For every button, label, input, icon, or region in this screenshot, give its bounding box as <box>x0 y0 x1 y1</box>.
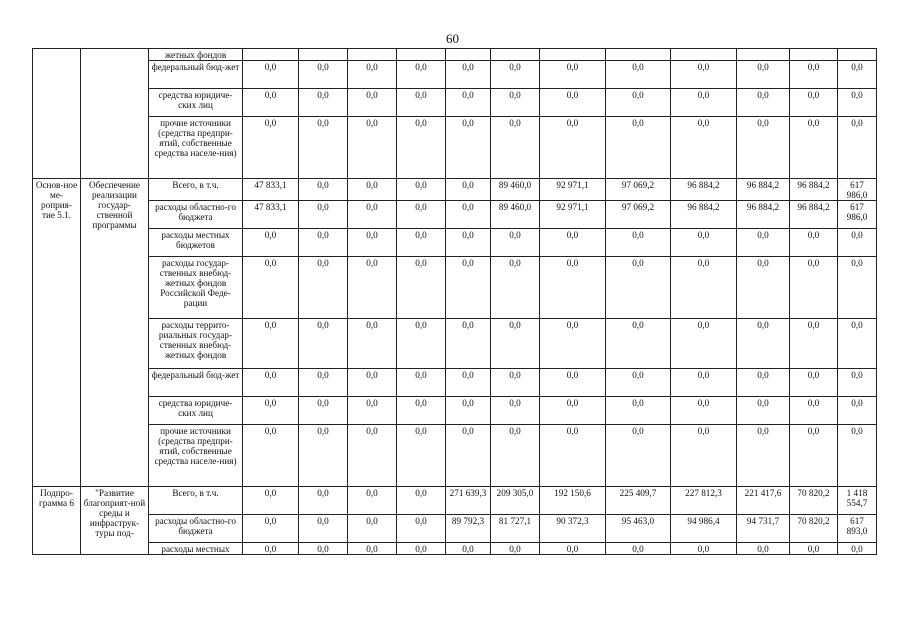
program-name-cell: Основ-ное ме-роприя-тие 5.1. <box>33 179 81 487</box>
value-cell: 0,0 <box>790 397 838 425</box>
value-cell: 0,0 <box>606 425 671 487</box>
value-cell: 0,0 <box>790 257 838 319</box>
value-cell: 0,0 <box>838 319 877 369</box>
value-cell: 0,0 <box>790 117 838 179</box>
value-cell: 0,0 <box>540 369 606 397</box>
value-cell: 221 417,6 <box>737 487 790 515</box>
value-cell: 0,0 <box>299 487 348 515</box>
value-cell: 0,0 <box>397 117 446 179</box>
value-cell: 0,0 <box>446 201 491 229</box>
table-row <box>33 201 877 229</box>
value-cell: 0,0 <box>397 425 446 487</box>
funding-source-cell: Всего, в т.ч. <box>149 179 243 201</box>
value-cell <box>790 49 838 61</box>
funding-source-cell: прочие источники (средства предпри-ятий, собственные средства населе-ния) <box>149 425 243 487</box>
value-cell <box>737 49 790 61</box>
value-cell: 0,0 <box>446 229 491 257</box>
funding-source-cell: расходы областно-го бюджета <box>149 515 243 543</box>
value-cell: 95 463,0 <box>606 515 671 543</box>
value-cell: 0,0 <box>397 229 446 257</box>
value-cell: 0,0 <box>540 61 606 89</box>
funding-source-cell: расходы террито-риальных государ-ственных внебюд-жетных фондов <box>149 319 243 369</box>
value-cell: 97 069,2 <box>606 179 671 201</box>
table-row <box>33 515 877 543</box>
value-cell: 0,0 <box>348 543 397 555</box>
funding-source-cell: расходы местных <box>149 543 243 555</box>
value-cell: 0,0 <box>299 397 348 425</box>
value-cell: 0,0 <box>446 369 491 397</box>
table-row <box>33 425 877 487</box>
value-cell: 0,0 <box>348 397 397 425</box>
value-cell: 617 986,0 <box>838 201 877 229</box>
value-cell: 0,0 <box>671 319 737 369</box>
value-cell: 0,0 <box>737 61 790 89</box>
table-row <box>33 257 877 319</box>
value-cell: 0,0 <box>243 229 299 257</box>
value-cell: 0,0 <box>671 229 737 257</box>
value-cell: 0,0 <box>540 89 606 117</box>
value-cell: 0,0 <box>671 89 737 117</box>
value-cell: 0,0 <box>348 89 397 117</box>
value-cell: 0,0 <box>737 117 790 179</box>
value-cell: 0,0 <box>838 89 877 117</box>
value-cell: 81 727,1 <box>491 515 540 543</box>
value-cell: 0,0 <box>243 397 299 425</box>
value-cell: 0,0 <box>243 319 299 369</box>
value-cell: 0,0 <box>790 61 838 89</box>
table-row <box>33 117 877 179</box>
value-cell: 0,0 <box>737 229 790 257</box>
value-cell <box>243 49 299 61</box>
value-cell: 0,0 <box>348 201 397 229</box>
value-cell: 0,0 <box>737 425 790 487</box>
value-cell: 0,0 <box>243 515 299 543</box>
value-cell: 0,0 <box>446 61 491 89</box>
value-cell: 0,0 <box>397 487 446 515</box>
value-cell: 0,0 <box>446 319 491 369</box>
value-cell: 0,0 <box>348 515 397 543</box>
budget-table <box>32 48 877 555</box>
value-cell: 225 409,7 <box>606 487 671 515</box>
value-cell: 0,0 <box>299 543 348 555</box>
value-cell <box>446 49 491 61</box>
value-cell: 0,0 <box>671 369 737 397</box>
value-cell: 92 971,1 <box>540 179 606 201</box>
funding-source-cell: федеральный бюд-жет <box>149 369 243 397</box>
table-row <box>33 179 877 201</box>
program-name-cell: Подпро-грамма 6 <box>33 487 81 555</box>
value-cell: 0,0 <box>446 397 491 425</box>
value-cell: 617 893,0 <box>838 515 877 543</box>
value-cell: 0,0 <box>243 543 299 555</box>
value-cell: 0,0 <box>540 257 606 319</box>
value-cell: 617 986,0 <box>838 179 877 201</box>
value-cell: 96 884,2 <box>790 201 838 229</box>
value-cell: 0,0 <box>606 319 671 369</box>
value-cell: 0,0 <box>790 229 838 257</box>
value-cell: 192 150,6 <box>540 487 606 515</box>
value-cell: 0,0 <box>348 229 397 257</box>
value-cell: 0,0 <box>671 61 737 89</box>
value-cell: 0,0 <box>243 117 299 179</box>
value-cell: 92 971,1 <box>540 201 606 229</box>
value-cell: 0,0 <box>540 117 606 179</box>
table-row <box>33 369 877 397</box>
value-cell: 1 418 554,7 <box>838 487 877 515</box>
value-cell: 0,0 <box>606 229 671 257</box>
value-cell: 0,0 <box>348 179 397 201</box>
value-cell: 97 069,2 <box>606 201 671 229</box>
value-cell: 0,0 <box>737 319 790 369</box>
value-cell: 0,0 <box>397 319 446 369</box>
value-cell: 0,0 <box>348 117 397 179</box>
value-cell: 0,0 <box>540 397 606 425</box>
value-cell: 0,0 <box>348 61 397 89</box>
value-cell: 0,0 <box>397 179 446 201</box>
table-row <box>33 319 877 369</box>
value-cell: 209 305,0 <box>491 487 540 515</box>
funding-source-cell: средства юридиче-ских лиц <box>149 397 243 425</box>
value-cell: 0,0 <box>790 89 838 117</box>
value-cell: 0,0 <box>606 61 671 89</box>
value-cell: 89 792,3 <box>446 515 491 543</box>
value-cell: 0,0 <box>737 89 790 117</box>
value-cell <box>606 49 671 61</box>
value-cell: 0,0 <box>348 425 397 487</box>
value-cell <box>671 49 737 61</box>
value-cell: 0,0 <box>790 543 838 555</box>
value-cell <box>299 49 348 61</box>
value-cell: 0,0 <box>491 425 540 487</box>
value-cell: 0,0 <box>397 543 446 555</box>
value-cell: 0,0 <box>606 397 671 425</box>
value-cell: 0,0 <box>348 487 397 515</box>
value-cell: 0,0 <box>446 543 491 555</box>
value-cell: 0,0 <box>671 543 737 555</box>
value-cell: 0,0 <box>491 61 540 89</box>
funding-source-cell: прочие источники (средства предпри-ятий, собственные средства населе-ния) <box>149 117 243 179</box>
value-cell: 0,0 <box>838 117 877 179</box>
value-cell: 96 884,2 <box>671 179 737 201</box>
value-cell: 0,0 <box>838 397 877 425</box>
value-cell: 0,0 <box>790 319 838 369</box>
value-cell: 0,0 <box>838 369 877 397</box>
value-cell: 0,0 <box>299 515 348 543</box>
funding-source-cell: Всего, в т.ч. <box>149 487 243 515</box>
value-cell: 0,0 <box>299 425 348 487</box>
value-cell: 0,0 <box>243 425 299 487</box>
table-row <box>33 543 877 555</box>
value-cell: 0,0 <box>838 425 877 487</box>
value-cell: 96 884,2 <box>737 179 790 201</box>
funding-source-cell: расходы местных бюджетов <box>149 229 243 257</box>
value-cell: 0,0 <box>299 319 348 369</box>
value-cell: 0,0 <box>491 543 540 555</box>
value-cell: 0,0 <box>790 425 838 487</box>
value-cell <box>838 49 877 61</box>
value-cell: 0,0 <box>397 397 446 425</box>
value-cell: 0,0 <box>491 89 540 117</box>
value-cell: 0,0 <box>838 543 877 555</box>
value-cell: 0,0 <box>491 397 540 425</box>
value-cell: 0,0 <box>446 89 491 117</box>
value-cell: 0,0 <box>243 257 299 319</box>
value-cell <box>397 49 446 61</box>
value-cell: 94 986,4 <box>671 515 737 543</box>
table-row <box>33 49 877 61</box>
value-cell: 0,0 <box>446 257 491 319</box>
value-cell: 0,0 <box>491 257 540 319</box>
table-row <box>33 61 877 89</box>
value-cell: 0,0 <box>397 369 446 397</box>
value-cell: 96 884,2 <box>790 179 838 201</box>
value-cell: 0,0 <box>491 319 540 369</box>
value-cell: 70 820,2 <box>790 515 838 543</box>
value-cell: 0,0 <box>446 117 491 179</box>
value-cell <box>540 49 606 61</box>
funding-source-cell: жетных фондов <box>149 49 243 61</box>
value-cell: 0,0 <box>671 397 737 425</box>
value-cell: 0,0 <box>671 425 737 487</box>
value-cell: 0,0 <box>540 425 606 487</box>
value-cell: 0,0 <box>737 369 790 397</box>
value-cell: 0,0 <box>299 179 348 201</box>
value-cell: 0,0 <box>397 61 446 89</box>
value-cell: 0,0 <box>299 89 348 117</box>
value-cell: 0,0 <box>838 257 877 319</box>
value-cell: 0,0 <box>243 487 299 515</box>
value-cell: 94 731,7 <box>737 515 790 543</box>
value-cell: 0,0 <box>243 369 299 397</box>
page-number: 60 <box>446 31 459 46</box>
value-cell: 0,0 <box>606 369 671 397</box>
value-cell: 0,0 <box>737 257 790 319</box>
value-cell: 0,0 <box>790 369 838 397</box>
value-cell: 0,0 <box>397 89 446 117</box>
value-cell: 96 884,2 <box>671 201 737 229</box>
value-cell: 89 460,0 <box>491 179 540 201</box>
program-title-cell <box>81 49 149 179</box>
table-row <box>33 487 877 515</box>
value-cell: 0,0 <box>397 201 446 229</box>
value-cell: 0,0 <box>299 61 348 89</box>
table-row <box>33 229 877 257</box>
value-cell: 0,0 <box>491 117 540 179</box>
funding-source-cell: расходы государ-ственных внебюд-жетных фондов Российской Феде-рации <box>149 257 243 319</box>
value-cell: 0,0 <box>348 257 397 319</box>
value-cell: 0,0 <box>348 369 397 397</box>
value-cell: 90 372,3 <box>540 515 606 543</box>
value-cell: 89 460,0 <box>491 201 540 229</box>
value-cell: 0,0 <box>397 257 446 319</box>
value-cell: 0,0 <box>491 229 540 257</box>
value-cell: 0,0 <box>540 319 606 369</box>
program-name-cell <box>33 49 81 179</box>
table-row <box>33 397 877 425</box>
value-cell: 0,0 <box>243 61 299 89</box>
value-cell: 0,0 <box>299 257 348 319</box>
value-cell: 0,0 <box>606 543 671 555</box>
table-row <box>33 89 877 117</box>
value-cell <box>491 49 540 61</box>
value-cell: 0,0 <box>671 257 737 319</box>
funding-source-cell: федеральный бюд-жет <box>149 61 243 89</box>
funding-source-cell: расходы областно-го бюджета <box>149 201 243 229</box>
value-cell: 0,0 <box>606 117 671 179</box>
value-cell: 0,0 <box>540 229 606 257</box>
value-cell: 0,0 <box>446 179 491 201</box>
value-cell: 47 833,1 <box>243 179 299 201</box>
value-cell: 0,0 <box>737 543 790 555</box>
value-cell: 70 820,2 <box>790 487 838 515</box>
value-cell: 0,0 <box>397 515 446 543</box>
value-cell: 0,0 <box>243 89 299 117</box>
value-cell: 0,0 <box>491 369 540 397</box>
value-cell: 0,0 <box>606 89 671 117</box>
value-cell: 0,0 <box>737 397 790 425</box>
value-cell: 0,0 <box>540 543 606 555</box>
value-cell: 0,0 <box>671 117 737 179</box>
program-title-cell: "Развитие благоприят-ной среды и инфраструк-туры под- <box>81 487 149 555</box>
value-cell: 47 833,1 <box>243 201 299 229</box>
value-cell: 0,0 <box>838 61 877 89</box>
value-cell: 0,0 <box>348 319 397 369</box>
value-cell: 0,0 <box>299 369 348 397</box>
value-cell: 0,0 <box>299 117 348 179</box>
program-title-cell: Обеспечение реализации государ-ственной программы <box>81 179 149 487</box>
value-cell: 0,0 <box>606 257 671 319</box>
value-cell: 271 639,3 <box>446 487 491 515</box>
value-cell: 0,0 <box>299 201 348 229</box>
value-cell <box>348 49 397 61</box>
value-cell: 96 884,2 <box>737 201 790 229</box>
value-cell: 0,0 <box>446 425 491 487</box>
value-cell: 227 812,3 <box>671 487 737 515</box>
funding-source-cell: средства юридиче-ских лиц <box>149 89 243 117</box>
value-cell: 0,0 <box>299 229 348 257</box>
value-cell: 0,0 <box>838 229 877 257</box>
